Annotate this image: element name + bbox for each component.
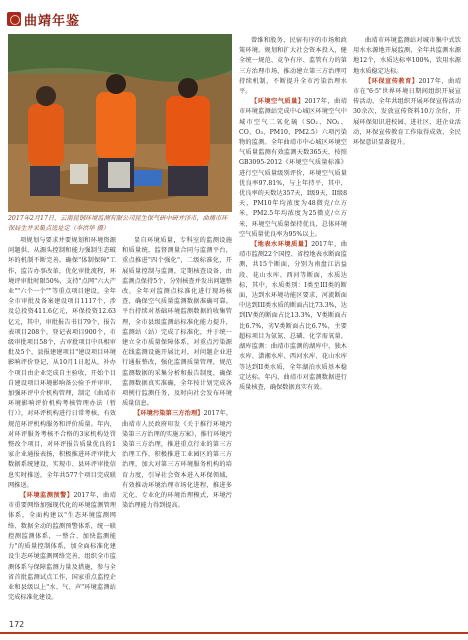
field-photo [8,34,232,212]
section-heading: 【环境空气质量】 [251,98,305,106]
paragraph-surface-water: 【地表水环境质量】2017年，曲靖市监测22个国控、省控地表水断面监测，共15个断面，分别为南盘江沾益段、花山水库、西河等断面，水质达标，其中，水质类别：I类至III类的断面，达到水环境功能区要求，河流断面中达到III类水质的断面占比73.3%，达到IV类的断面占比13.3%，V类断面占比6.7%，劣V类断面占比6.7%，主要超标项目为氨氮、总磷、化学需氧量。湖库监测：曲靖市监测的湖库中，独木水库、潇湘水库、西河水库、花山水库等达到II类水质，全年湖泊水质基本稳定达标。年内，曲靖市对监测数据进行质量核查，确保数据真实有效。 [239,241,347,391]
page-number: 172 [9,620,25,629]
photo-illustration [8,34,232,212]
paragraph: 项规划与要求并要规划和环境资源问题供，从源头控制和能力强制生态破坏的机制不断完善。确保"体制保障"工作，监告办事改革，优化审批流程，环境评审批时限50%，支持"点网"六大产业""六个一个""等重点项目建设，全年全市审批及备案建设项目1117个，涉及总投资411.6亿元，环保投资12.63亿元，其中，审批报告书目79个，报告表项目208个，登记表项目900个，市级审批项目58个，占审批项目中具相审批及5个，县报建建项目"建设项目环境影响评价登记，从10月1日起从，补办个项目由企业完成自主验收，开始个目自建设项目环境影响备公验予并审审，加强环评中介机构管理，制定《曲靖市环境影响评价机构考核管理办法（暂行）》，对环评机构进行日常考核，有效规范环评机构服务和评价质量。年内，对环评服务考核不合格的3家机构处罚整改个项目，对环评报告质量优良的1家企业通报表扬，积极推进环评审批大数据系统建设，实现市、县环评审批信息实时推送，全年共577个项目完成联网推送。 [8,237,116,489]
paragraph: 曾维和股务、民宿有序的市场和政策环境。规划和扩大社会资本投入，健全统一规范、竞争有序、监管有力的第三方治理市场，推动建立第三方治理可持续机制，不断提升全市污染治理水平。 [239,37,347,96]
yearbook-logo-icon [7,12,21,26]
section-heading: 【环境污染第三方治理】 [134,410,204,418]
paragraph-env-education: 【环保宣传教育】2017年，曲靖市在"6·5"世界环境日期间组织开展宣传活动，全年共组织开展环保宣传活动30余次，发放宣传资料10万余份，开展环保知识进校园、进社区、进企业活动，环保宣传教育工作取得成效，全民环保意识显著提升。 [353,77,461,147]
paragraph: 曲靖市环境监测站对城市集中式饮用水水源地开展监测，全年共监测水源地12个，水质达标率100%，饮用水源地水质稳定达标。 [353,37,461,75]
section-heading: 【地表水环境质量】 [251,241,312,249]
header-title: 曲靖年鉴 [24,14,81,29]
paragraph-third-party-governance: 【环境污染第三方治理】2017年，曲靖市人民政府印发《关于推行环境污染第三方治理的实施方案》，推行环境污染第三方治理，推进重点行业的第三方治理工作，积极推进工业园区的第三方治理，加大对第三方环境服务机构的培育力度，引导社会资本进入环保领域，有效推动环境治理市场化进程，推进多元化、专业化的环境治理模式，环境污染治理能力得到提高。 [122,410,233,510]
paragraph: 显自环境质量，专科室的监测设施和质量统，监督测量合同与监测平台，重点推进"四个强化"，二级标准化，开展质量控制与监测，定期核查设备，由监测点保持5个，分别核查并发出问题整改，全年对监测点标准化进行现场核查，确保空气质量监测数据准确可靠。平台持续对基础环境监测数据的收集管理，全市县级监测站标准化能力提升，监测站（站）完成了标准化，并于统一建立全市质量保障体系，对重点污染源在线监测设施开展比对，对问题企业进行通报整改，强化监测质量管理，规范监测数据的采集分析和报告制度，确保监测数据真实准确，全年按计划完成各项例行监测任务，及时向社会发布环境质量信息。 [122,237,232,408]
photo-caption: 2017年2月17日，云南昆钢环境监测有限公司昆生保气研中研并泽市，曲靖市环保局生并采集点选址定（李洪华 摄） [8,215,228,232]
paragraph-env-monitoring: 【环境监测预警】2017年，曲靖市重要网络加强现代化的环境监测管理体系，全面构建以"生态环境监测网络、数据全动的监测预警体系，统一联控测监测体系，一整合、加快监测能力"的质量控制体系，加全面标准化建设生态环境监测网络完善，组织全市监测体系与保障监测力量及措施，参与全省首批监测试点工作，国家重点监控企业和县级以上"水、气、声"环境监测站完成标准化建设。 [8,492,116,602]
text-column-2 [122,236,232,511]
text-column-3 [239,36,347,393]
paragraph-air-quality: 【环境空气质量】2017年，曲靖市环境监测站完成中心城区环境空气中城市空气二氧化硫（SO₂、NO₂、CO、O₃、PM10、PM2.5）六项污染物的监测。全年曲靖市中心城区环境空气质量监测有效监测天数365天，按照GB3095-2012《环境空气质量标准》进行空气质量级别评价，环境空气质量优良率97.81%，与上年持平，其中，优良率的天数达357天，I级9天，II级8天，PM10年均浓度为48微克/立方米，PM2.5年均浓度为25微克/立方米，环境空气质量保持优良，总体环境空气质量优良率为95%以上。 [239,98,347,238]
text-column-1 [8,236,116,603]
section-heading: 【环保宣传教育】 [365,77,419,85]
text-column-4 [353,36,461,148]
section-heading: 【环境监测预警】 [20,492,74,500]
bottom-rule [0,632,468,634]
